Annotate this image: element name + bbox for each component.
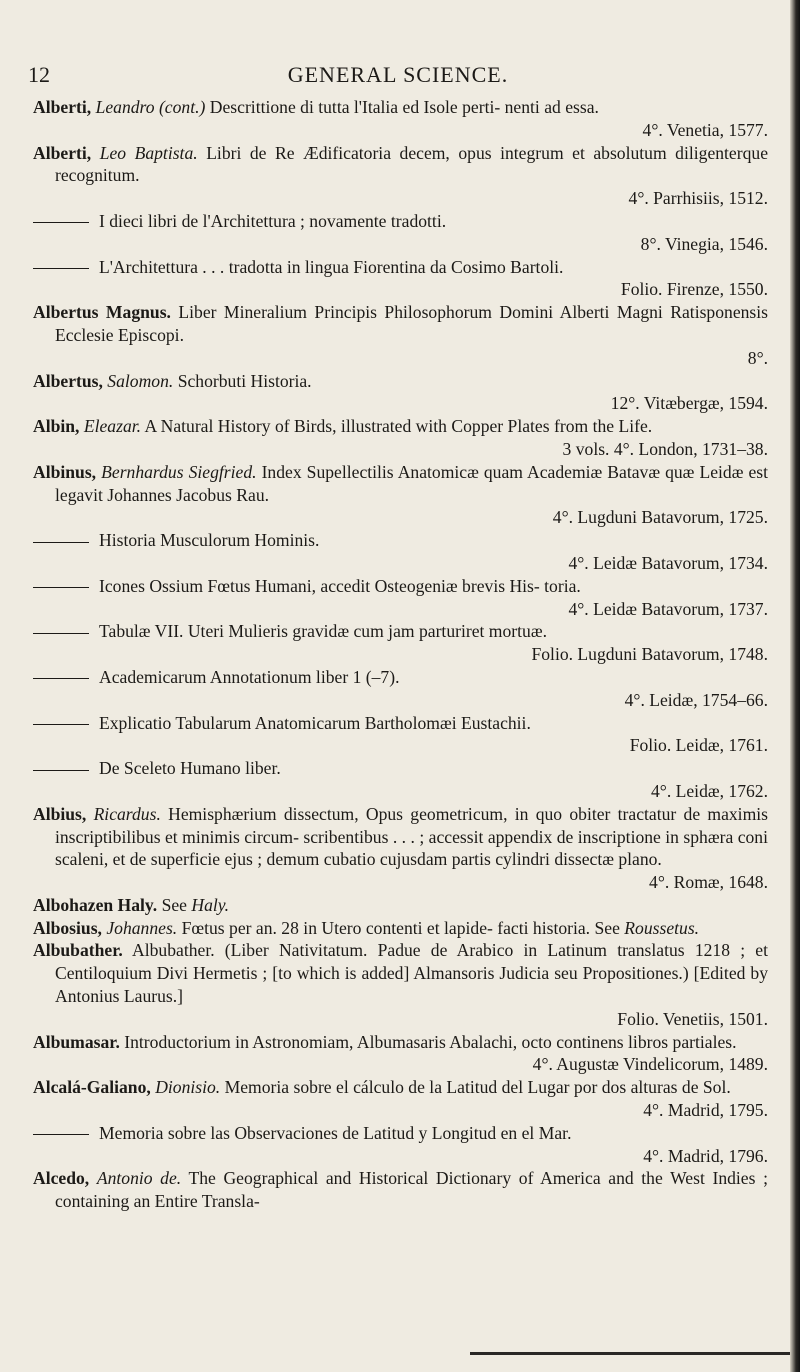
entry-imprint: 4°. Leidæ Batavorum, 1737. [568, 598, 768, 619]
entry-cross-reference: Roussetus. [624, 917, 700, 938]
entry-imprint: 4°. Venetia, 1577. [642, 119, 768, 140]
catalogue-entry [33, 96, 768, 142]
entry-imprint: 4°. Augustæ Vindelicorum, 1489. [532, 1054, 768, 1075]
entry-imprint: 4°. Madrid, 1795. [643, 1100, 768, 1121]
ditto-dash [33, 587, 89, 588]
entry-imprint: Folio. Firenze, 1550. [620, 279, 768, 300]
entry-imprint: Folio. Lugduni Batavorum, 1748. [531, 644, 768, 665]
catalogue-entry [33, 529, 768, 575]
entry-author-given: Bernhardus Siegfried. [101, 461, 257, 482]
entry-list [33, 96, 768, 1213]
catalogue-entry [33, 256, 768, 302]
entry-title: Icones Ossium Fœtus Humani, accedit Osteogeniæ brevis His- toria. [99, 575, 581, 596]
entry-author: Alberti, [33, 97, 92, 117]
entry-imprint: Folio. Venetiis, 1501. [617, 1008, 768, 1029]
catalogue-entry [33, 1167, 768, 1213]
catalogue-entry [33, 757, 768, 803]
ditto-dash [33, 268, 89, 269]
catalogue-entry [33, 142, 768, 210]
entry-author: Alcedo, [33, 1168, 90, 1189]
catalogue-entry [33, 461, 768, 529]
catalogue-entry [33, 210, 768, 256]
catalogue-entry [33, 917, 768, 940]
entry-imprint: 8°. [747, 347, 768, 368]
catalogue-entry [33, 894, 768, 917]
entry-imprint: 8°. Vinegia, 1546. [640, 233, 768, 254]
catalogue-entry [33, 1122, 768, 1168]
ditto-dash [33, 678, 89, 679]
ditto-dash [33, 222, 89, 223]
entry-imprint: 4°. Madrid, 1796. [643, 1145, 768, 1166]
entry-title: Memoria sobre el cálculo de la Latitud del Lugar por dos alturas de Sol. [224, 1077, 731, 1098]
entry-title: Index Supellectilis Anatomicæ quam Academiæ Batavæ quæ Leidæ est legavit Johannes Jacobus Rau. [55, 461, 769, 505]
entry-title: L'Architettura . . . tradotta in lingua Fiorentina da Cosimo Bartoli. [99, 256, 564, 277]
entry-author: Albubather. [33, 940, 123, 961]
catalogue-entry [33, 415, 768, 461]
entry-imprint: 4°. Romæ, 1648. [649, 872, 768, 893]
entry-title: Memoria sobre las Observaciones de Latitud y Longitud en el Mar. [99, 1122, 572, 1143]
entry-title: The Geographical and Historical Dictionary of America and the West Indies ; containing an Entire Transla- [55, 1168, 768, 1212]
catalogue-entry [33, 620, 768, 666]
page-header [28, 62, 768, 90]
entry-title: A Natural History of Birds, illustrated with Copper Plates from the Life. [144, 416, 653, 437]
catalogue-entry [33, 803, 768, 894]
catalogue-entry [33, 1031, 768, 1077]
entry-title: Hemisphærium dissectum, Opus geometricum, in quo obiter tractatur de maximis inscriptibilibus et minimis circum- scribentibus . . . ; accessit appendix de inscriptione in sphæra coni scaleni, et de superficie ejus ; demum cubatio cujusdam partis cylindri dissectæ plano. [55, 803, 768, 870]
ditto-dash [33, 633, 89, 634]
entry-imprint: 4°. Lugduni Batavorum, 1725. [552, 507, 768, 528]
entry-title: Academicarum Annotationum liber 1 (–7). [99, 666, 400, 687]
entry-imprint: 4°. Leidæ, 1754–66. [624, 689, 768, 710]
entry-author-given: Leandro [95, 97, 155, 117]
entry-author: Albertus Magnus. [33, 302, 171, 323]
entry-title: De Sceleto Humano liber. [99, 758, 281, 779]
ditto-dash [33, 1134, 89, 1135]
entry-title: Historia Musculorum Hominis. [99, 530, 320, 551]
entry-author: Albertus, [33, 370, 103, 391]
entry-imprint: 4°. Leidæ Batavorum, 1734. [568, 552, 768, 573]
book-spine-shadow [790, 0, 800, 1372]
ditto-dash [33, 724, 89, 725]
entry-author-given: Antonio de. [96, 1168, 182, 1189]
entry-author: Albin, [33, 416, 80, 437]
catalogue-entry [33, 666, 768, 712]
entry-author-given: Leo Baptista. [99, 142, 198, 163]
entry-author: Alberti, [33, 142, 92, 163]
ditto-dash [33, 770, 89, 771]
entry-author: Albumasar. [33, 1031, 120, 1052]
entry-author-given: Eleazar. [83, 416, 142, 437]
entry-continued: (cont.) [158, 97, 206, 117]
entry-author-given: Dionisio. [155, 1077, 221, 1098]
entry-title: Explicatio Tabularum Anatomicarum Bartholomæi Eustachii. [99, 712, 531, 733]
entry-imprint: 4°. Parrhisiis, 1512. [628, 188, 768, 209]
entry-author-given: Salomon. [107, 370, 174, 391]
entry-author: Albius, [33, 803, 87, 824]
entry-author-given: Ricardus. [93, 803, 161, 824]
ditto-dash [33, 542, 89, 543]
entry-author: Albohazen Haly. [33, 894, 158, 915]
entry-imprint: 3 vols. 4°. London, 1731–38. [562, 438, 768, 459]
entry-cross-reference: Haly. [191, 894, 230, 915]
catalogue-entry [33, 712, 768, 758]
entry-author: Albosius, [33, 917, 102, 938]
catalogue-entry [33, 301, 768, 369]
entry-title: Albubather. (Liber Nativitatum. Padue de Arabico in Latinum translatus 1218 ; et Centiloquium Divi Hermetis ; [to which is added] Almansoris Judicia seu Propositiones.) [Edited by Antonius Laurus.] [55, 940, 768, 1007]
running-head: GENERAL SCIENCE. [287, 62, 509, 87]
entry-title: Liber Mineralium Principis Philosophorum Domini Alberti Magni Ratisponensis Ecclesie Episcopi. [55, 302, 769, 345]
entry-title: Introductorium in Astronomiam, Albumasaris Abalachi, octo continens libros partiales. [124, 1031, 737, 1052]
entry-title: See [161, 894, 187, 915]
entry-title: I dieci libri de l'Architettura ; novamente tradotti. [99, 210, 447, 231]
entry-author: Albinus, [33, 461, 97, 482]
page-number: 12 [28, 62, 50, 87]
catalogue-entry [33, 1076, 768, 1122]
entry-title: Libri de Re Ædificatoria decem, opus integrum et absolutum diligenterque recognitum. [55, 142, 769, 186]
entry-title: Descrittione di tutta l'Italia ed Isole perti- nenti ad essa. [209, 97, 599, 117]
entry-title: Schorbuti Historia. [177, 370, 312, 391]
entry-imprint: Folio. Leidæ, 1761. [629, 735, 768, 756]
entry-author-given: Johannes. [106, 917, 178, 938]
catalogue-entry [33, 370, 768, 416]
entry-imprint: 4°. Leidæ, 1762. [651, 780, 768, 801]
entry-author: Alcalá-Galiano, [33, 1077, 151, 1098]
entry-imprint: 12°. Vitæbergæ, 1594. [610, 393, 768, 414]
bottom-rule [470, 1352, 790, 1355]
catalogue-entry [33, 939, 768, 1030]
entry-title: Tabulæ VII. Uteri Mulieris gravidæ cum jam parturiret mortuæ. [99, 621, 547, 642]
catalogue-entry [33, 575, 768, 621]
entry-title: Fœtus per an. 28 in Utero contenti et lapide- facti historia. See [181, 917, 620, 938]
